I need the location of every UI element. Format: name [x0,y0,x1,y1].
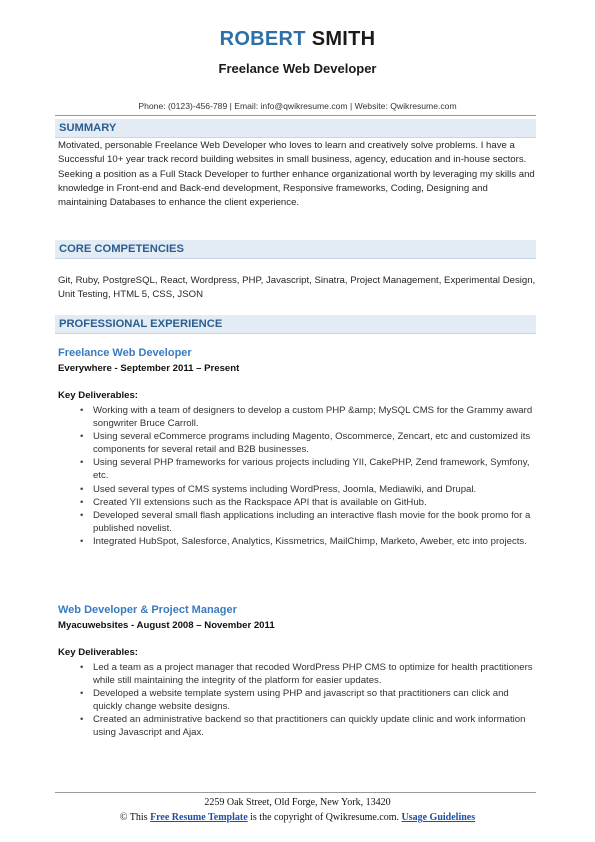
section-heading: PROFESSIONAL EXPERIENCE [59,318,223,330]
section-core-competencies [55,240,536,259]
job-1-subtitle: Everywhere - September 2011 – Present [58,363,240,374]
bullet-icon: • [80,714,84,726]
free-resume-template-link[interactable]: Free Resume Template [150,812,248,823]
candidate-name [0,28,595,51]
list-item: • Using several PHP frameworks for various projects including YII, CakePHP, Zend framework, Symfony, etc. [80,457,530,482]
competencies-text: Git, Ruby, PostgreSQL, React, Wordpress, PHP, Javascript, Sinatra, Project Management, Experimental Design, Unit Testing, HTML 5, CSS, JSON [58,275,536,301]
section-heading: SUMMARY [59,122,117,134]
list-item: • Working with a team of designers to develop a custom PHP &amp; MySQL CMS for the Grammy award songwriter Bruce Carroll. [80,405,533,430]
bullet-icon: • [80,405,84,416]
bullet-icon: • [80,457,84,469]
bullet-icon: • [80,535,84,547]
contact-line: Phone: (0123)-456-789 | Email: info@qwikresume.com | Website: Qwikresume.com [138,101,457,111]
footer-divider [55,792,536,793]
section-summary [55,119,536,138]
list-item: • Developed several small flash applications including an interactive flash movie for the book promo for a published novelist. [80,509,531,534]
job-2-subtitle: Myacuwebsites - August 2008 – November 2011 [58,620,275,631]
job-1-title: Freelance Web Developer [58,347,192,359]
section-professional-experience [55,315,536,334]
summary-text: Motivated, personable Freelance Web Developer who loves to learn and creatively solve problems. I have a Successful 10+ year track record building websites in small business, agency, education and in-house sectors. Seeking a position as a Full Stack Developer to further enhance organizational worth by leveraging my skills and knowledge in Front-end and Back-end development, Responsive frameworks, Coding, Designing and maintaining Databases to enhance the client experience. [58,140,535,209]
bullet-icon: • [80,688,84,700]
bullet-icon: • [80,662,84,673]
bullet-icon: • [80,483,84,495]
footer-copyright [0,812,595,823]
header-divider [55,115,536,116]
list-item: • Created an administrative backend so that practitioners can quickly update clinic and work information using Javascript and Ajax. [80,714,526,739]
job-2-title: Web Developer & Project Manager [58,604,237,616]
job-title-heading: Freelance Web Developer [218,61,377,76]
copyright-middle: is the copyright of Qwikresume.com. [250,812,399,823]
job-1-bullets [58,404,536,548]
bullet-icon: • [80,496,84,508]
job-1-deliverables-label: Key Deliverables: [58,390,138,401]
section-heading: CORE COMPETENCIES [59,243,184,255]
job-2-deliverables-label: Key Deliverables: [58,647,138,658]
list-item: • Using several eCommerce programs including Magento, Oscommerce, Zencart, etc and customized its components for several retail and B2B businesses. [80,431,531,456]
last-name: SMITH [311,28,376,50]
list-item: • Used several types of CMS systems including WordPress, Joomla, Mediawiki, and Drupal. [80,483,477,495]
list-item: • Created YII extensions such as the Rackspace API that is available on GitHub. [80,496,427,508]
copyright-prefix: © This [119,812,148,823]
footer-address: 2259 Oak Street, Old Forge, New York, 13420 [204,797,391,808]
bullet-icon: • [80,509,84,521]
bullet-icon: • [80,431,84,443]
first-name: ROBERT [219,28,306,50]
job-2-bullets [58,661,536,740]
list-item: • Led a team as a project manager that recoded WordPress PHP CMS to optimize for health practitioners while still maintaining the integrity of the platform for easier updates. [80,662,533,687]
list-item: • Developed a website template system using PHP and javascript so that practitioners can click and quickly change website designs. [80,688,509,713]
list-item: • Integrated HubSpot, Salesforce, Analytics, Kissmetrics, MailChimp, Marketo, Aweber, etc into projects. [80,535,527,547]
usage-guidelines-link[interactable]: Usage Guidelines [401,812,476,823]
